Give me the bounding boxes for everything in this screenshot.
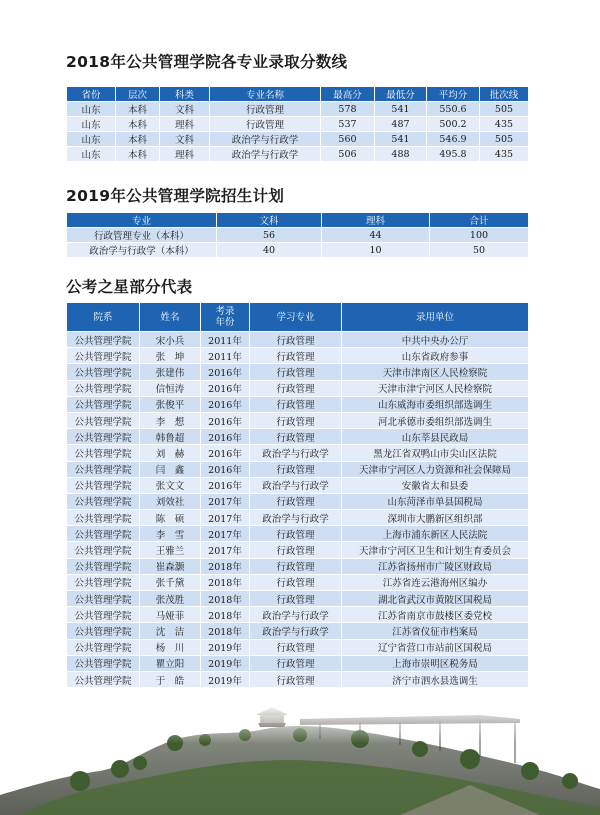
stars-cell: 政治学与行政学 <box>250 477 342 493</box>
stars-cell: 江苏省扬州市广陵区财政局 <box>342 558 529 574</box>
stars-cell: 瞿立阳 <box>140 655 201 671</box>
stars-title: 公考之星部分代表 <box>66 278 193 296</box>
admission-header-row <box>67 87 529 102</box>
table-row <box>67 591 529 607</box>
stars-cell: 行政管理 <box>250 574 342 590</box>
admission-header-cell: 专业名称 <box>210 87 321 102</box>
stars-cell: 公共管理学院 <box>67 671 140 687</box>
admission-cell: 行政管理 <box>210 117 321 132</box>
stars-cell: 于 皓 <box>140 671 201 687</box>
stars-section <box>66 275 528 688</box>
admission-header-cell: 省份 <box>67 87 116 102</box>
stars-cell: 行政管理 <box>250 348 342 364</box>
admission-cell: 山东 <box>67 132 116 147</box>
admission-cell: 541 <box>375 132 427 147</box>
table-row <box>67 396 529 412</box>
admission-cell: 本科 <box>116 132 160 147</box>
table-row <box>67 147 529 162</box>
stars-cell: 政治学与行政学 <box>250 445 342 461</box>
admission-cell: 488 <box>375 147 427 162</box>
table-row <box>67 671 529 687</box>
admission-cell: 本科 <box>116 102 160 117</box>
stars-cell: 安徽省太和县委 <box>342 477 529 493</box>
stars-cell: 马娅菲 <box>140 607 201 623</box>
stars-cell: 山东威海市委组织部选调生 <box>342 396 529 412</box>
stars-cell: 行政管理 <box>250 380 342 396</box>
stars-cell: 黑龙江省双鸭山市尖山区法院 <box>342 445 529 461</box>
stars-cell: 公共管理学院 <box>67 380 140 396</box>
stars-cell: 张 坤 <box>140 348 201 364</box>
stars-cell: 辽宁省营口市站前区国税局 <box>342 639 529 655</box>
table-row <box>67 542 529 558</box>
stars-cell: 上海市崇明区税务局 <box>342 655 529 671</box>
stars-cell: 公共管理学院 <box>67 412 140 428</box>
stars-cell: 行政管理 <box>250 461 342 477</box>
stars-cell: 政治学与行政学 <box>250 510 342 526</box>
stars-body <box>67 332 529 688</box>
stars-cell: 行政管理 <box>250 364 342 380</box>
admission-cell: 理科 <box>160 117 210 132</box>
stars-cell: 张茂胜 <box>140 591 201 607</box>
stars-cell: 湖北省武汉市黄陂区国税局 <box>342 591 529 607</box>
plan-header-cell: 合计 <box>430 213 529 228</box>
stars-cell: 2016年 <box>201 412 250 428</box>
plan-cell: 56 <box>217 228 322 243</box>
stars-cell: 沈 洁 <box>140 623 201 639</box>
mountain-pavilion-scenery <box>0 705 600 815</box>
admission-cell: 537 <box>321 117 375 132</box>
stars-cell: 天津市津宁河区人民检察院 <box>342 380 529 396</box>
stars-cell: 公共管理学院 <box>67 526 140 542</box>
stars-cell: 2018年 <box>201 623 250 639</box>
table-row <box>67 102 529 117</box>
stars-cell: 2016年 <box>201 477 250 493</box>
stars-cell: 2017年 <box>201 526 250 542</box>
stars-cell: 刘 赫 <box>140 445 201 461</box>
admission-cell: 550.6 <box>427 102 480 117</box>
stars-cell: 深圳市大鹏新区组织部 <box>342 510 529 526</box>
plan-body <box>67 228 529 258</box>
stars-cell: 公共管理学院 <box>67 607 140 623</box>
stars-cell: 行政管理 <box>250 639 342 655</box>
admission-cell: 541 <box>375 102 427 117</box>
table-row <box>67 132 529 147</box>
table-row <box>67 380 529 396</box>
table-row <box>67 461 529 477</box>
table-row <box>67 607 529 623</box>
stars-cell: 行政管理 <box>250 671 342 687</box>
table-row <box>67 623 529 639</box>
stars-cell: 山东莘县民政局 <box>342 429 529 445</box>
stars-cell: 行政管理 <box>250 493 342 509</box>
stars-cell: 行政管理 <box>250 332 342 348</box>
plan-title: 2019年公共管理学院招生计划 <box>66 187 285 205</box>
admission-header-cell: 最低分 <box>375 87 427 102</box>
stars-cell: 政治学与行政学 <box>250 623 342 639</box>
admission-header-cell: 层次 <box>116 87 160 102</box>
stars-cell: 2019年 <box>201 639 250 655</box>
table-row <box>67 477 529 493</box>
stars-cell: 公共管理学院 <box>67 542 140 558</box>
stars-cell: 2016年 <box>201 396 250 412</box>
table-row <box>67 243 529 258</box>
stars-cell: 2016年 <box>201 429 250 445</box>
stars-cell: 公共管理学院 <box>67 332 140 348</box>
admission-table <box>66 86 529 162</box>
stars-header-cell: 姓名 <box>140 303 201 332</box>
stars-cell: 2016年 <box>201 445 250 461</box>
stars-header-cell: 学习专业 <box>250 303 342 332</box>
admission-section <box>66 50 528 162</box>
stars-cell: 信恒涛 <box>140 380 201 396</box>
plan-header-cell: 理科 <box>322 213 430 228</box>
stars-cell: 2019年 <box>201 671 250 687</box>
plan-cell: 10 <box>322 243 430 258</box>
stars-cell: 济宁市泗水县选调生 <box>342 671 529 687</box>
stars-cell: 行政管理 <box>250 542 342 558</box>
stars-cell: 中共中央办公厅 <box>342 332 529 348</box>
stars-cell: 公共管理学院 <box>67 591 140 607</box>
stars-cell: 张千黛 <box>140 574 201 590</box>
plan-cell: 50 <box>430 243 529 258</box>
stars-cell: 上海市浦东新区人民法院 <box>342 526 529 542</box>
stars-cell: 公共管理学院 <box>67 574 140 590</box>
stars-cell: 2018年 <box>201 574 250 590</box>
plan-cell: 行政管理专业（本科） <box>67 228 217 243</box>
stars-cell: 2019年 <box>201 655 250 671</box>
admission-cell: 506 <box>321 147 375 162</box>
stars-cell: 公共管理学院 <box>67 558 140 574</box>
stars-cell: 行政管理 <box>250 655 342 671</box>
stars-cell: 2016年 <box>201 364 250 380</box>
stars-cell: 陈 硕 <box>140 510 201 526</box>
stars-header-cell: 考录 年份 <box>201 303 250 332</box>
stars-table <box>66 302 529 688</box>
stars-cell: 公共管理学院 <box>67 493 140 509</box>
table-row <box>67 493 529 509</box>
admission-cell: 本科 <box>116 117 160 132</box>
plan-header-cell: 专业 <box>67 213 217 228</box>
table-row <box>67 429 529 445</box>
stars-cell: 公共管理学院 <box>67 461 140 477</box>
stars-cell: 行政管理 <box>250 396 342 412</box>
stars-cell: 公共管理学院 <box>67 396 140 412</box>
admission-cell: 578 <box>321 102 375 117</box>
stars-cell: 公共管理学院 <box>67 639 140 655</box>
admission-cell: 500.2 <box>427 117 480 132</box>
table-row <box>67 364 529 380</box>
table-row <box>67 574 529 590</box>
stars-cell: 2017年 <box>201 542 250 558</box>
stars-cell: 闫 鑫 <box>140 461 201 477</box>
stars-cell: 公共管理学院 <box>67 623 140 639</box>
stars-cell: 河北承德市委组织部选调生 <box>342 412 529 428</box>
admission-cell: 505 <box>480 102 529 117</box>
stars-cell: 天津市宁河区人力资源和社会保障局 <box>342 461 529 477</box>
admission-cell: 山东 <box>67 147 116 162</box>
admission-cell: 435 <box>480 147 529 162</box>
stars-cell: 公共管理学院 <box>67 348 140 364</box>
admission-header-cell: 最高分 <box>321 87 375 102</box>
stars-header-cell: 院系 <box>67 303 140 332</box>
stars-cell: 江苏省仪征市档案局 <box>342 623 529 639</box>
admission-cell: 546.9 <box>427 132 480 147</box>
table-row <box>67 558 529 574</box>
admission-cell: 505 <box>480 132 529 147</box>
stars-cell: 刘效社 <box>140 493 201 509</box>
table-row <box>67 526 529 542</box>
table-row <box>67 228 529 243</box>
admission-cell: 行政管理 <box>210 102 321 117</box>
admission-cell: 文科 <box>160 102 210 117</box>
admission-cell: 435 <box>480 117 529 132</box>
stars-cell: 宋小兵 <box>140 332 201 348</box>
stars-cell: 公共管理学院 <box>67 510 140 526</box>
stars-cell: 公共管理学院 <box>67 445 140 461</box>
admission-header-cell: 批次线 <box>480 87 529 102</box>
stars-cell: 行政管理 <box>250 591 342 607</box>
admission-header-cell: 平均分 <box>427 87 480 102</box>
admission-cell: 理科 <box>160 147 210 162</box>
stars-header-row <box>67 303 529 332</box>
stars-cell: 2016年 <box>201 380 250 396</box>
plan-cell: 44 <box>322 228 430 243</box>
stars-cell: 行政管理 <box>250 558 342 574</box>
admission-cell: 文科 <box>160 132 210 147</box>
admission-cell: 政治学与行政学 <box>210 147 321 162</box>
admission-body <box>67 102 529 162</box>
table-row <box>67 348 529 364</box>
table-row <box>67 445 529 461</box>
plan-header-cell: 文科 <box>217 213 322 228</box>
stars-cell: 张文文 <box>140 477 201 493</box>
stars-cell: 2011年 <box>201 332 250 348</box>
admission-cell: 山东 <box>67 102 116 117</box>
table-row <box>67 332 529 348</box>
stars-cell: 李 想 <box>140 412 201 428</box>
stars-cell: 2011年 <box>201 348 250 364</box>
plan-cell: 100 <box>430 228 529 243</box>
stars-cell: 王雅兰 <box>140 542 201 558</box>
stars-cell: 江苏省南京市鼓楼区委党校 <box>342 607 529 623</box>
stars-cell: 张建伟 <box>140 364 201 380</box>
stars-cell: 行政管理 <box>250 412 342 428</box>
admission-header-cell: 科类 <box>160 87 210 102</box>
admission-cell: 政治学与行政学 <box>210 132 321 147</box>
admission-cell: 560 <box>321 132 375 147</box>
admission-cell: 495.8 <box>427 147 480 162</box>
stars-cell: 山东省政府参事 <box>342 348 529 364</box>
table-row <box>67 412 529 428</box>
stars-cell: 天津市宁河区卫生和计划生育委员会 <box>342 542 529 558</box>
admission-cell: 山东 <box>67 117 116 132</box>
stars-cell: 2018年 <box>201 607 250 623</box>
stars-cell: 公共管理学院 <box>67 655 140 671</box>
plan-header-row <box>67 213 529 228</box>
stars-cell: 崔森灏 <box>140 558 201 574</box>
stars-cell: 张俊平 <box>140 396 201 412</box>
stars-cell: 行政管理 <box>250 526 342 542</box>
stars-cell: 公共管理学院 <box>67 364 140 380</box>
stars-cell: 2018年 <box>201 591 250 607</box>
plan-cell: 政治学与行政学（本科） <box>67 243 217 258</box>
table-row <box>67 117 529 132</box>
admission-cell: 487 <box>375 117 427 132</box>
stars-cell: 行政管理 <box>250 429 342 445</box>
stars-cell: 政治学与行政学 <box>250 607 342 623</box>
table-row <box>67 655 529 671</box>
stars-cell: 2017年 <box>201 493 250 509</box>
plan-cell: 40 <box>217 243 322 258</box>
stars-cell: 山东菏泽市单县国税局 <box>342 493 529 509</box>
stars-cell: 江苏省连云港海州区编办 <box>342 574 529 590</box>
stars-cell: 2016年 <box>201 461 250 477</box>
plan-table <box>66 212 529 258</box>
stars-cell: 李 雪 <box>140 526 201 542</box>
stars-cell: 杨 川 <box>140 639 201 655</box>
table-row <box>67 510 529 526</box>
stars-cell: 公共管理学院 <box>67 429 140 445</box>
admission-title: 2018年公共管理学院各专业录取分数线 <box>66 53 348 71</box>
stars-cell: 2018年 <box>201 558 250 574</box>
stars-cell: 天津市津南区人民检察院 <box>342 364 529 380</box>
stars-cell: 韩鲁超 <box>140 429 201 445</box>
admission-cell: 本科 <box>116 147 160 162</box>
plan-section <box>66 184 528 258</box>
table-row <box>67 639 529 655</box>
stars-cell: 2017年 <box>201 510 250 526</box>
stars-cell: 公共管理学院 <box>67 477 140 493</box>
stars-header-cell: 录用单位 <box>342 303 529 332</box>
